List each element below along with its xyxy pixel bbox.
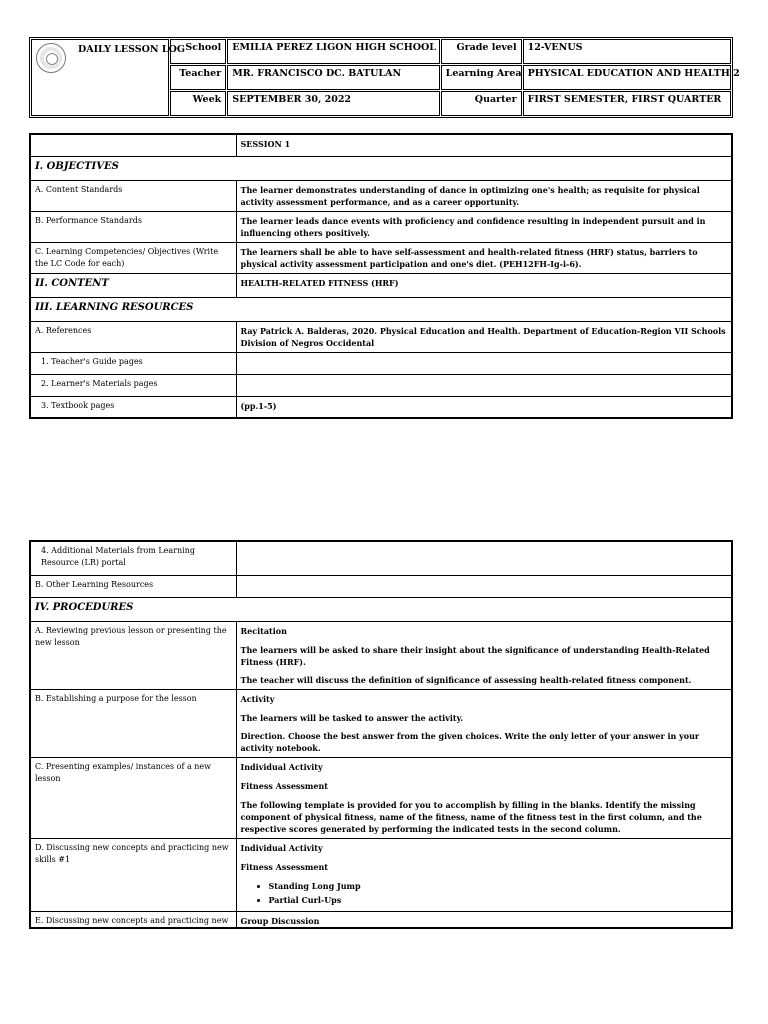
textbook-label: 3. Textbook pages (30, 396, 236, 418)
grade-label: Grade level (441, 39, 522, 64)
additional-materials-value (236, 541, 732, 575)
procedure-c-paragraph: The following template is provided for you to accomplish by filling in the blanks. Identify the missing component of physical fitness, name of the fitness, name of the fitness test in the first column, and the respective scores generated by performing the indicated tests in the second column. (240, 799, 702, 834)
list-item: • Standing Long Jump (269, 880, 728, 892)
procedure-e-title: Group Discussion (236, 911, 732, 928)
procedures-table (29, 540, 733, 929)
week-label: Week (170, 91, 227, 116)
procedure-a-content (236, 621, 732, 689)
procedure-a-title: Recitation (240, 625, 287, 636)
quarter-label: Quarter (441, 91, 522, 116)
list-item: • Partial Curl-Ups (269, 894, 728, 906)
teacher-value: MR. FRANCISCO DC. BATULAN (227, 65, 439, 90)
procedure-b-paragraph: The learners will be tasked to answer the activity. (240, 712, 464, 723)
learning-area-value: PHYSICAL EDUCATION AND HEALTH 2 (523, 65, 731, 90)
empty-cell (30, 134, 236, 156)
procedure-d-label: D. Discussing new concepts and practicing new skills #1 (30, 838, 236, 911)
content-standards-value: The learner demonstrates understanding of dance in optimizing one's health; as requisite for physical activity assessment performance, and as a career opportunity. (236, 180, 732, 211)
content-value: HEALTH-RELATED FITNESS (HRF) (236, 273, 732, 297)
procedure-c-subtitle: Fitness Assessment (240, 780, 328, 791)
procedures-heading: IV. PROCEDURES (30, 597, 732, 621)
procedure-c-label: C. Presenting examples/ instances of a new lesson (30, 757, 236, 838)
competencies-value: The learners shall be able to have self-assessment and health-related fitness (HRF) status, barriers to physical activity assessment participation and one's diet. (PEH12FH-Ig-i-6). (236, 242, 732, 273)
school-value: EMILIA PEREZ LIGON HIGH SCHOOL (227, 39, 439, 64)
procedure-b-content (236, 689, 732, 757)
procedure-b-paragraph: Direction. Choose the best answer from the given choices. Write the only letter of your answer in your activity notebook. (240, 730, 700, 753)
grade-value: 12-VENUS (523, 39, 731, 64)
logo-cell (31, 39, 185, 116)
references-value: Ray Patrick A. Balderas, 2020. Physical Education and Health. Department of Education-Region VII Schools Division of Negros Occidental (236, 321, 732, 352)
performance-standards-value: The learner leads dance events with proficiency and confidence resulting in independent pursuit and in influencing others positively. (236, 211, 732, 242)
objectives-heading: I. OBJECTIVES (30, 156, 732, 180)
procedure-d-content (236, 838, 732, 911)
content-standards-label: A. Content Standards (30, 180, 236, 211)
procedure-c-title: Individual Activity (240, 761, 323, 772)
learners-materials-label: 2. Learner's Materials pages (30, 374, 236, 396)
references-label: A. References (30, 321, 236, 352)
procedure-c-content (236, 757, 732, 838)
procedure-a-paragraph: The learners will be asked to share their insight about the significance of understanding Health-Related Fitness (HRF). (240, 644, 710, 667)
learning-area-label: Learning Area (441, 65, 522, 90)
document-title: DAILY LESSON LOG (78, 44, 185, 55)
learning-resources-heading: III. LEARNING RESOURCES (30, 297, 732, 321)
procedure-d-subtitle: Fitness Assessment (240, 861, 328, 872)
procedure-e-label: E. Discussing new concepts and practicing new (30, 911, 236, 928)
additional-materials-label: 4. Additional Materials from Learning Resource (LR) portal (30, 541, 236, 575)
session-heading: SESSION 1 (236, 134, 732, 156)
deped-seal-logo (36, 43, 66, 73)
content-heading: II. CONTENT (30, 273, 236, 297)
teachers-guide-label: 1. Teacher's Guide pages (30, 352, 236, 374)
quarter-value: FIRST SEMESTER, FIRST QUARTER (523, 91, 731, 116)
procedure-d-title: Individual Activity (240, 842, 323, 853)
procedure-a-label: A. Reviewing previous lesson or presenting the new lesson (30, 621, 236, 689)
textbook-value: (pp.1-5) (236, 396, 732, 418)
competencies-label: C. Learning Competencies/ Objectives (Write the LC Code for each) (30, 242, 236, 273)
teacher-label: Teacher (170, 65, 227, 90)
performance-standards-label: B. Performance Standards (30, 211, 236, 242)
learners-materials-value (236, 374, 732, 396)
school-label: School (170, 39, 227, 64)
procedure-a-paragraph: The teacher will discuss the definition of significance of assessing health-related fitness component. (240, 674, 692, 685)
other-resources-label: B. Other Learning Resources (30, 575, 236, 597)
week-value: SEPTEMBER 30, 2022 (227, 91, 439, 116)
fitness-test-list (241, 880, 728, 906)
procedure-b-label: B. Establishing a purpose for the lesson (30, 689, 236, 757)
procedure-b-title: Activity (240, 693, 275, 704)
teachers-guide-value (236, 352, 732, 374)
objectives-table (29, 133, 733, 419)
other-resources-value (236, 575, 732, 597)
header-table (29, 37, 740, 118)
